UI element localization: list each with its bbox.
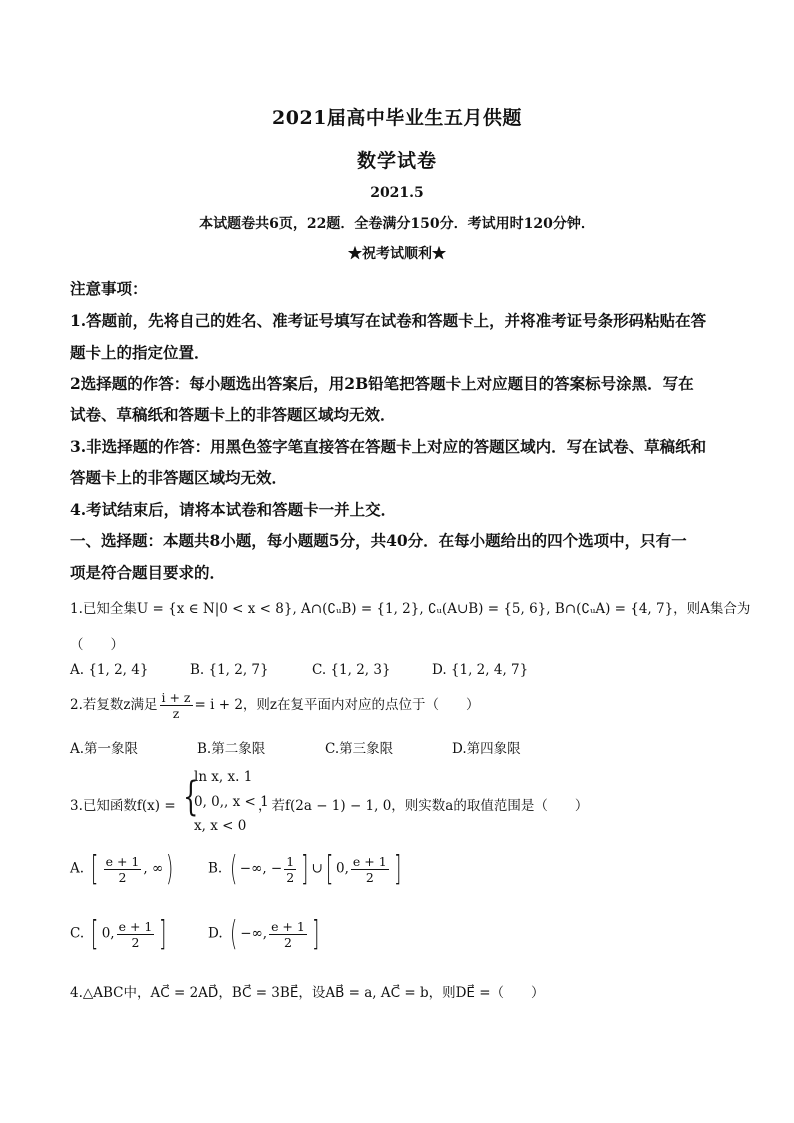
question-2-option-b: B.第二象限 — [197, 741, 266, 757]
question-3-left-brace: { — [183, 774, 199, 820]
frac-den: 2 — [283, 934, 292, 950]
option-b-label: B. — [208, 860, 223, 877]
option-b-union: ∪ — [311, 860, 323, 877]
notice-item-4: 4.考试结束后，请将本试卷和答题卡一并上交． — [70, 500, 397, 519]
exam-subtitle: 数学试卷 — [356, 150, 437, 172]
paren-left: ( — [229, 849, 237, 889]
question-2-option-d: D.第四象限 — [452, 741, 521, 757]
frac-num: e + 1 — [118, 918, 153, 934]
paren-left: ( — [229, 914, 238, 954]
question-2-stem — [70, 690, 480, 721]
bracket-right: ] — [393, 849, 401, 889]
option-b-zero: 0, — [336, 860, 349, 877]
option-b-fraction — [284, 854, 296, 885]
exam-wish: ★祝考试顺利★ — [348, 246, 446, 262]
question-3-option-d — [208, 914, 322, 954]
question-1-option-b: B. {1, 2, 7} — [190, 662, 269, 678]
option-c-fraction — [117, 919, 155, 950]
frac-den: 2 — [286, 869, 295, 885]
paren-right: ) — [166, 849, 174, 889]
frac-den: 2 — [131, 934, 140, 950]
frac-num: e + 1 — [352, 853, 387, 869]
option-c-label: C. — [70, 925, 85, 942]
notice-item-2-line-1: 2选择题的作答：每小题选出答案后，用2B铅笔把答题卡上对应题目的答案标号涂黑．写在 — [70, 374, 694, 393]
question-2-frac-den: z — [172, 706, 180, 721]
option-a-label: A. — [70, 860, 85, 877]
question-3-option-a — [70, 849, 176, 889]
option-d-head: −∞, — [240, 925, 268, 942]
question-2-option-c: C.第三象限 — [325, 741, 394, 757]
option-a-tail: , ∞ — [143, 860, 164, 877]
option-d-label: D. — [208, 925, 223, 942]
notice-item-2-line-2: 试卷、草稿纸和答题卡上的非答题区域均无效． — [70, 405, 396, 424]
question-2-post: = i + 2，则z在复平面内对应的点位于（ ） — [194, 697, 480, 713]
question-1-option-a: A. {1, 2, 4} — [70, 662, 149, 678]
bracket-left: [ — [91, 849, 99, 889]
question-3-case-3: x, x < 0 — [194, 818, 247, 834]
notice-item-1-line-1: 1.答题前，先将自己的姓名、准考证号填写在试卷和答题卡上，并将准考证号条形码粘贴在答 — [70, 311, 707, 330]
notice-item-3-line-2: 答题卡上的非答题区域均无效． — [70, 468, 288, 487]
question-1-paren: （ ） — [70, 637, 124, 653]
question-2-fraction — [160, 690, 193, 721]
frac-num: e + 1 — [105, 853, 140, 869]
question-3-post: ，若f(2a − 1) − 1, 0，则实数a的取值范围是（ ） — [258, 798, 589, 814]
question-4-text: 4.△ABC中，AC⃗ = 2AD⃗，BC⃗ = 3BE⃗，设AB⃗ = a, AC⃗ = b，则DE⃗ =（ ） — [70, 985, 545, 1001]
section-1-heading-line-1: 一、选择题：本题共8小题，每小题题5分，共40分．在每小题给出的四个选项中，只有一 — [70, 531, 687, 550]
bracket-right: ] — [301, 849, 309, 889]
question-1-option-d: D. {1, 2, 4, 7} — [432, 662, 529, 678]
question-3-option-c — [70, 914, 170, 954]
question-3-case-2: 0, 0,, x < 1 — [194, 794, 269, 810]
frac-num: 1 — [286, 853, 295, 869]
frac-den: 2 — [365, 869, 374, 885]
bracket-left: [ — [91, 914, 99, 954]
notice-item-1-line-2: 题卡上的指定位置． — [70, 343, 210, 362]
question-3-option-b — [208, 849, 404, 889]
exam-info: 本试题卷共6页，22题．全卷满分150分．考试用时120分钟． — [199, 216, 595, 232]
question-1-option-c: C. {1, 2, 3} — [312, 662, 391, 678]
question-2-option-a: A.第一象限 — [70, 741, 139, 757]
option-c-zero: 0, — [101, 925, 115, 942]
exam-date: 2021.5 — [370, 185, 424, 201]
option-b-fraction-2 — [351, 854, 389, 885]
option-a-fraction — [104, 854, 142, 885]
bracket-right: ] — [159, 914, 167, 954]
question-2-frac-num: i + z — [161, 690, 191, 705]
option-b-head: −∞, − — [239, 860, 283, 877]
question-3-pre: 3.已知函数f(x) = — [70, 798, 176, 814]
notice-heading: 注意事项： — [70, 279, 148, 298]
option-d-fraction — [269, 919, 307, 950]
frac-den: 2 — [118, 869, 127, 885]
question-1-text: 1.已知全集U = {x ∈ N|0 < x < 8}, A∩(∁ᵤB) = {1, 2}, ∁ᵤ(A∪B) = {5, 6}, B∩(∁ᵤA) = {4, 7}，则A集合为 — [70, 601, 751, 617]
frac-num: e + 1 — [271, 918, 305, 934]
exam-title: 2021届高中毕业生五月供题 — [272, 107, 522, 129]
notice-item-3-line-1: 3.非选择题的作答：用黑色签字笔直接答在答题卡上对应的答题区域内．写在试卷、草稿纸和 — [70, 437, 707, 456]
section-1-heading-line-2: 项是符合题目要求的． — [70, 563, 226, 582]
question-2-pre: 2.若复数z满足 — [70, 697, 158, 713]
bracket-right: ] — [311, 914, 320, 954]
bracket-left: [ — [325, 849, 334, 889]
question-3-case-1: ln x, x. 1 — [194, 769, 253, 785]
